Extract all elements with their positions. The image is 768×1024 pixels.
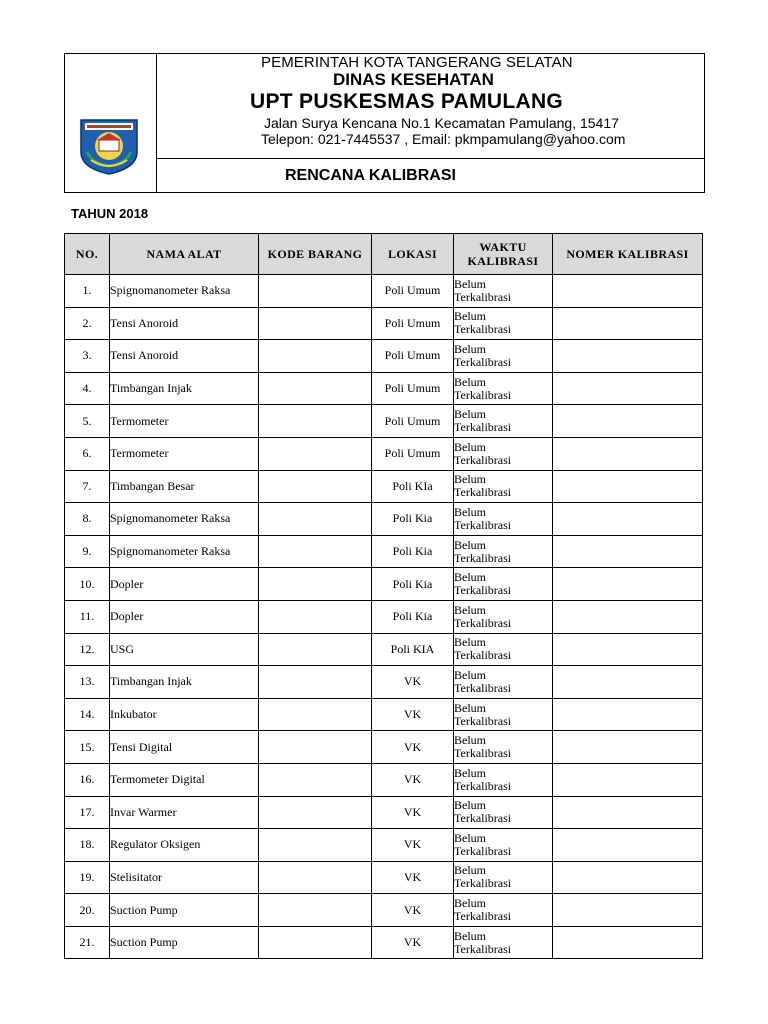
calibration-number-cell	[553, 307, 703, 340]
calibration-status-line1: Belum	[454, 765, 486, 780]
calibration-time-cell	[454, 633, 553, 666]
column-header-kode-barang: KODE BARANG	[259, 234, 372, 275]
equipment-name-cell: Tensi Digital	[110, 731, 259, 764]
row-number-cell: 20.	[65, 894, 110, 927]
calibration-number-cell	[553, 372, 703, 405]
calibration-time-cell	[454, 926, 553, 959]
table-row	[65, 372, 703, 405]
calibration-status-line1: Belum	[454, 667, 486, 682]
equipment-name-cell: Spignomanometer Raksa	[110, 503, 259, 536]
calibration-status-line2: Terkalibrasi	[454, 354, 512, 369]
item-code-cell	[259, 894, 372, 927]
calibration-status-line1: Belum	[454, 830, 486, 845]
calibration-status-line2: Terkalibrasi	[454, 452, 512, 467]
calibration-number-cell	[553, 568, 703, 601]
item-code-cell	[259, 340, 372, 373]
table-row	[65, 861, 703, 894]
calibration-status-line2: Terkalibrasi	[454, 289, 512, 304]
row-number-cell: 18.	[65, 829, 110, 862]
tangerang-selatan-emblem-icon	[77, 118, 141, 176]
calibration-status-line1: Belum	[454, 407, 486, 422]
calibration-status-line2: Terkalibrasi	[454, 517, 512, 532]
calibration-status-line2: Terkalibrasi	[454, 648, 512, 663]
calibration-status-line1: Belum	[454, 896, 486, 911]
location-cell: Poli KIa	[372, 470, 454, 503]
table-row	[65, 698, 703, 731]
row-number-cell: 19.	[65, 861, 110, 894]
calibration-status-line2: Terkalibrasi	[454, 583, 512, 598]
table-row	[65, 633, 703, 666]
item-code-cell	[259, 698, 372, 731]
calibration-number-cell	[553, 470, 703, 503]
equipment-name-cell: Tensi Anoroid	[110, 307, 259, 340]
row-number-cell: 17.	[65, 796, 110, 829]
location-cell: Poli Kia	[372, 600, 454, 633]
calibration-number-cell	[553, 894, 703, 927]
location-cell: VK	[372, 926, 454, 959]
location-cell: VK	[372, 763, 454, 796]
table-row	[65, 926, 703, 959]
item-code-cell	[259, 372, 372, 405]
column-header-lokasi: LOKASI	[372, 234, 454, 275]
location-cell: Poli Umum	[372, 340, 454, 373]
calibration-number-cell	[553, 275, 703, 308]
item-code-cell	[259, 861, 372, 894]
item-code-cell	[259, 731, 372, 764]
calibration-time-cell	[454, 535, 553, 568]
calibration-time-cell	[454, 372, 553, 405]
calibration-status-line1: Belum	[454, 863, 486, 878]
calibration-status-line2: Terkalibrasi	[454, 550, 512, 565]
location-cell: Poli Kia	[372, 568, 454, 601]
equipment-name-cell: Regulator Oksigen	[110, 829, 259, 862]
calibration-status-line2: Terkalibrasi	[454, 843, 512, 858]
table-header-row	[65, 234, 703, 275]
calibration-time-cell	[454, 600, 553, 633]
calibration-status-line2: Terkalibrasi	[454, 778, 512, 793]
row-number-cell: 2.	[65, 307, 110, 340]
equipment-name-cell: Timbangan Injak	[110, 372, 259, 405]
calibration-status-line1: Belum	[454, 472, 486, 487]
row-number-cell: 12.	[65, 633, 110, 666]
calibration-status-line1: Belum	[454, 537, 486, 552]
calibration-status-line2: Terkalibrasi	[454, 713, 512, 728]
calibration-number-cell	[553, 600, 703, 633]
letterhead	[64, 53, 705, 193]
calibration-status-line2: Terkalibrasi	[454, 615, 512, 630]
table-row	[65, 307, 703, 340]
year-label: TAHUN 2018	[71, 206, 149, 221]
column-header-nomer-kalibrasi: NOMER KALIBRASI	[553, 234, 703, 275]
item-code-cell	[259, 535, 372, 568]
calibration-number-cell	[553, 698, 703, 731]
calibration-status-line2: Terkalibrasi	[454, 387, 512, 402]
row-number-cell: 1.	[65, 275, 110, 308]
calibration-time-cell	[454, 568, 553, 601]
calibration-status-line1: Belum	[454, 635, 486, 650]
row-number-cell: 3.	[65, 340, 110, 373]
item-code-cell	[259, 763, 372, 796]
item-code-cell	[259, 926, 372, 959]
item-code-cell	[259, 666, 372, 699]
row-number-cell: 16.	[65, 763, 110, 796]
row-number-cell: 15.	[65, 731, 110, 764]
location-cell: Poli Kia	[372, 503, 454, 536]
calibration-number-cell	[553, 731, 703, 764]
column-header-no: NO.	[65, 234, 110, 275]
calibration-number-cell	[553, 503, 703, 536]
equipment-name-cell: Spignomanometer Raksa	[110, 275, 259, 308]
calibration-number-cell	[553, 535, 703, 568]
agency-name: DINAS KESEHATAN	[333, 70, 494, 89]
table-row	[65, 275, 703, 308]
equipment-name-cell: Termometer Digital	[110, 763, 259, 796]
location-cell: VK	[372, 829, 454, 862]
calibration-time-cell	[454, 796, 553, 829]
equipment-name-cell: Inkubator	[110, 698, 259, 731]
table-row	[65, 796, 703, 829]
location-cell: VK	[372, 796, 454, 829]
location-cell: VK	[372, 731, 454, 764]
table-row	[65, 503, 703, 536]
location-cell: Poli Kia	[372, 535, 454, 568]
calibration-status-line2: Terkalibrasi	[454, 680, 512, 695]
row-number-cell: 9.	[65, 535, 110, 568]
calibration-number-cell	[553, 437, 703, 470]
item-code-cell	[259, 633, 372, 666]
column-header-nama-alat: NAMA ALAT	[110, 234, 259, 275]
location-cell: Poli Umum	[372, 275, 454, 308]
calibration-status-line1: Belum	[454, 700, 486, 715]
calibration-number-cell	[553, 763, 703, 796]
equipment-name-cell: Suction Pump	[110, 894, 259, 927]
table-row	[65, 437, 703, 470]
row-number-cell: 6.	[65, 437, 110, 470]
calibration-status-line1: Belum	[454, 602, 486, 617]
calibration-status-line1: Belum	[454, 374, 486, 389]
item-code-cell	[259, 796, 372, 829]
calibration-status-line2: Terkalibrasi	[454, 746, 512, 761]
calibration-time-cell	[454, 405, 553, 438]
location-cell: Poli Umum	[372, 307, 454, 340]
calibration-time-cell	[454, 275, 553, 308]
calibration-status-line1: Belum	[454, 798, 486, 813]
location-cell: VK	[372, 666, 454, 699]
calibration-time-cell	[454, 340, 553, 373]
location-cell: VK	[372, 894, 454, 927]
calibration-status-line2: Terkalibrasi	[454, 485, 512, 500]
calibration-status-line2: Terkalibrasi	[454, 876, 512, 891]
calibration-number-cell	[553, 340, 703, 373]
row-number-cell: 10.	[65, 568, 110, 601]
equipment-name-cell: Timbangan Besar	[110, 470, 259, 503]
table-row	[65, 666, 703, 699]
calibration-time-cell	[454, 829, 553, 862]
equipment-name-cell: Dopler	[110, 600, 259, 633]
equipment-name-cell: Termometer	[110, 405, 259, 438]
item-code-cell	[259, 503, 372, 536]
calibration-status-line1: Belum	[454, 276, 486, 291]
unit-name: UPT PUSKESMAS PAMULANG	[250, 90, 564, 113]
calibration-table	[64, 233, 703, 959]
calibration-status-line2: Terkalibrasi	[454, 322, 512, 337]
calibration-time-cell	[454, 698, 553, 731]
calibration-number-cell	[553, 405, 703, 438]
calibration-status-line1: Belum	[454, 309, 486, 324]
location-cell: Poli KIA	[372, 633, 454, 666]
equipment-name-cell: Suction Pump	[110, 926, 259, 959]
calibration-status-line1: Belum	[454, 570, 486, 585]
calibration-time-cell	[454, 470, 553, 503]
logo-cell	[65, 54, 157, 192]
table-row	[65, 731, 703, 764]
calibration-status-line2: Terkalibrasi	[454, 811, 512, 826]
calibration-status-line2: Terkalibrasi	[454, 941, 512, 956]
equipment-name-cell: Stelisitator	[110, 861, 259, 894]
document-title: RENCANA KALIBRASI	[285, 167, 456, 184]
table-row	[65, 340, 703, 373]
calibration-status-line2: Terkalibrasi	[454, 909, 512, 924]
calibration-number-cell	[553, 861, 703, 894]
table-body	[65, 275, 703, 959]
equipment-name-cell: USG	[110, 633, 259, 666]
item-code-cell	[259, 829, 372, 862]
item-code-cell	[259, 405, 372, 438]
item-code-cell	[259, 470, 372, 503]
calibration-time-cell	[454, 666, 553, 699]
row-number-cell: 13.	[65, 666, 110, 699]
row-number-cell: 8.	[65, 503, 110, 536]
table-row	[65, 568, 703, 601]
calibration-number-cell	[553, 829, 703, 862]
header-divider	[157, 158, 704, 159]
item-code-cell	[259, 307, 372, 340]
table-row	[65, 470, 703, 503]
calibration-time-cell	[454, 307, 553, 340]
calibration-time-cell	[454, 437, 553, 470]
item-code-cell	[259, 568, 372, 601]
table-row	[65, 829, 703, 862]
table-row	[65, 600, 703, 633]
item-code-cell	[259, 437, 372, 470]
table-row	[65, 405, 703, 438]
location-cell: VK	[372, 698, 454, 731]
equipment-name-cell: Termometer	[110, 437, 259, 470]
row-number-cell: 14.	[65, 698, 110, 731]
calibration-number-cell	[553, 796, 703, 829]
equipment-name-cell: Invar Warmer	[110, 796, 259, 829]
calibration-status-line1: Belum	[454, 341, 486, 356]
calibration-time-cell	[454, 861, 553, 894]
government-name: PEMERINTAH KOTA TANGERANG SELATAN	[261, 54, 573, 71]
item-code-cell	[259, 600, 372, 633]
location-cell: Poli Umum	[372, 372, 454, 405]
equipment-name-cell: Spignomanometer Raksa	[110, 535, 259, 568]
equipment-name-cell: Tensi Anoroid	[110, 340, 259, 373]
calibration-time-cell	[454, 894, 553, 927]
contact-line: Telepon: 021-7445537 , Email: pkmpamulang@yahoo.com	[261, 131, 626, 147]
table-row	[65, 535, 703, 568]
calibration-status-line2: Terkalibrasi	[454, 420, 512, 435]
row-number-cell: 21.	[65, 926, 110, 959]
location-cell: Poli Umum	[372, 437, 454, 470]
location-cell: Poli Umum	[372, 405, 454, 438]
calibration-status-line1: Belum	[454, 733, 486, 748]
calibration-status-line1: Belum	[454, 928, 486, 943]
calibration-number-cell	[553, 926, 703, 959]
equipment-name-cell: Timbangan Injak	[110, 666, 259, 699]
calibration-time-cell	[454, 503, 553, 536]
address-line: Jalan Surya Kencana No.1 Kecamatan Pamulang, 15417	[264, 115, 619, 131]
location-cell: VK	[372, 861, 454, 894]
row-number-cell: 11.	[65, 600, 110, 633]
calibration-number-cell	[553, 666, 703, 699]
calibration-status-line1: Belum	[454, 504, 486, 519]
equipment-name-cell: Dopler	[110, 568, 259, 601]
table-row	[65, 763, 703, 796]
row-number-cell: 4.	[65, 372, 110, 405]
calibration-number-cell	[553, 633, 703, 666]
table-row	[65, 894, 703, 927]
calibration-time-cell	[454, 763, 553, 796]
row-number-cell: 7.	[65, 470, 110, 503]
calibration-time-cell	[454, 731, 553, 764]
item-code-cell	[259, 275, 372, 308]
calibration-status-line1: Belum	[454, 439, 486, 454]
row-number-cell: 5.	[65, 405, 110, 438]
column-header-waktu-kalibrasi: WAKTU KALIBRASI	[454, 234, 553, 275]
